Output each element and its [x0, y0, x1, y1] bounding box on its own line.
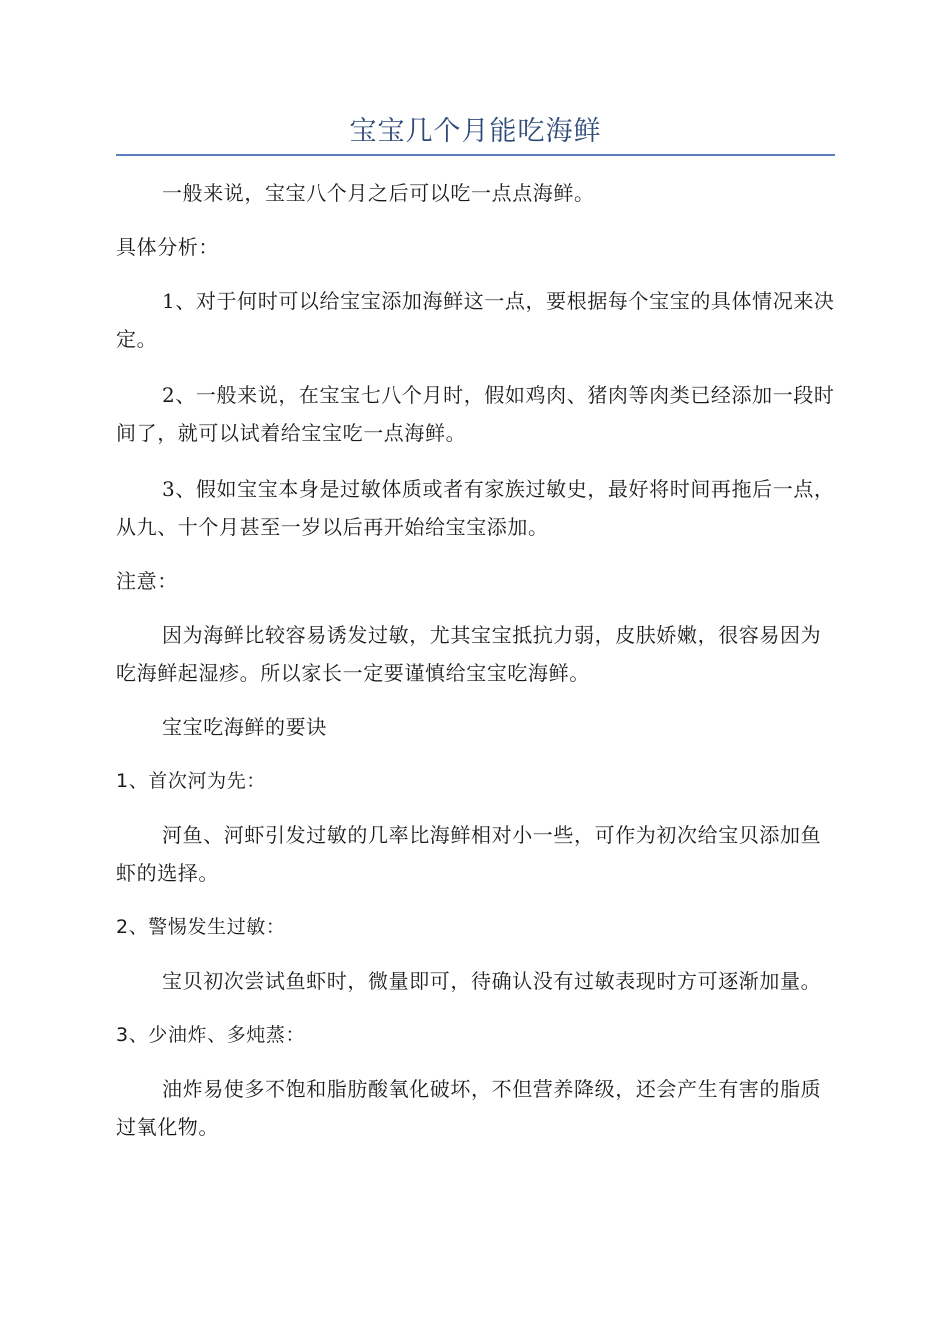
document-title: 宝宝几个月能吃海鲜: [349, 116, 602, 147]
analysis-point-1: 1、对于何时可以给宝宝添加海鲜这一点，要根据每个宝宝的具体情况来决定。: [116, 289, 835, 351]
analysis-point-3: 3、假如宝宝本身是过敏体质或者有家族过敏史，最好将时间再拖后一点，从九、十个月甚至一岁以后再开始给宝宝添加。: [116, 477, 835, 539]
tip-3-heading: 3、少油炸、多炖蒸：: [116, 1024, 306, 1046]
tip-1-heading: 1、首次河为先：: [116, 770, 266, 792]
note-paragraph: 因为海鲜比较容易诱发过敏，尤其宝宝抵抗力弱，皮肤娇嫩，很容易因为吃海鲜起湿疹。所以家长一定要谨慎给宝宝吃海鲜。: [116, 623, 822, 685]
analysis-point-2: 2、一般来说，在宝宝七八个月时，假如鸡肉、猪肉等肉类已经添加一段时间了，就可以试着给宝宝吃一点海鲜。: [116, 383, 835, 445]
tips-heading: 宝宝吃海鲜的要诀: [162, 715, 327, 739]
title-underline: [116, 154, 835, 156]
section-label-analysis: 具体分析：: [116, 235, 219, 259]
tip-3-body: 油炸易使多不饱和脂肪酸氧化破坏，不但营养降级，还会产生有害的脂质过氧化物。: [116, 1077, 822, 1139]
tip-2-body: 宝贝初次尝试鱼虾时，微量即可，待确认没有过敏表现时方可逐渐加量。: [162, 969, 822, 993]
intro-paragraph: 一般来说，宝宝八个月之后可以吃一点点海鲜。: [162, 181, 595, 205]
tip-2-heading: 2、警惕发生过敏：: [116, 916, 286, 938]
section-label-note: 注意：: [116, 569, 178, 593]
document-body: [116, 174, 835, 1146]
tip-1-body: 河鱼、河虾引发过敏的几率比海鲜相对小一些，可作为初次给宝贝添加鱼虾的选择。: [116, 823, 822, 885]
